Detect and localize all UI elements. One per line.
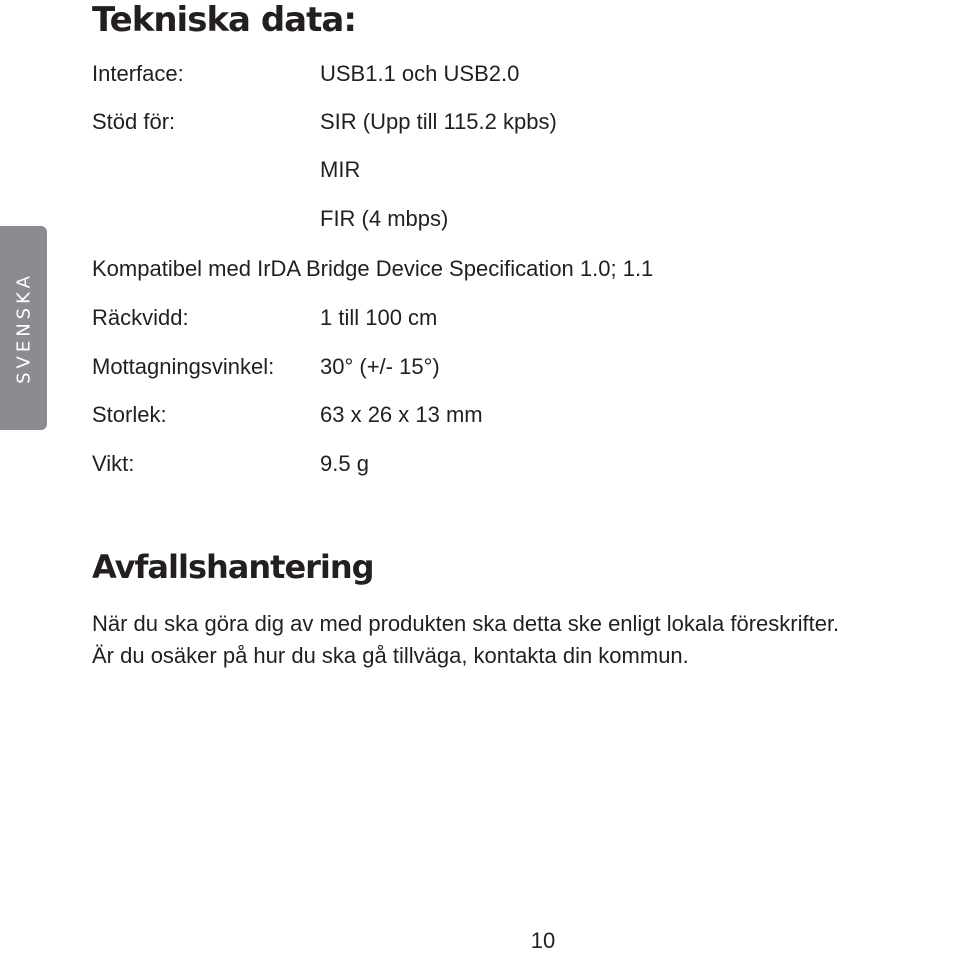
language-tab-label: SVENSKA — [13, 272, 34, 384]
waste-paragraph — [92, 608, 958, 672]
spec-label: Stöd för: — [92, 109, 176, 134]
spec-value: FIR (4 mbps) — [320, 206, 449, 231]
compatibility-line: Kompatibel med IrDA Bridge Device Specification 1.0; 1.1 — [92, 256, 654, 281]
spec-value: 63 x 26 x 13 mm — [320, 402, 483, 427]
waste-line: När du ska göra dig av med produkten ska detta ske enligt lokala föreskrifter. — [92, 611, 840, 636]
tech-data-heading: Tekniska data: — [92, 0, 356, 40]
page-number: 10 — [530, 928, 556, 953]
spec-label: Interface: — [92, 61, 184, 86]
spec-label: Mottagningsvinkel: — [92, 354, 275, 379]
spec-label: Vikt: — [92, 451, 135, 476]
spec-value: 30° (+/- 15°) — [320, 354, 440, 379]
spec-value: SIR (Upp till 115.2 kpbs) — [320, 109, 557, 134]
spec-value: 1 till 100 cm — [320, 305, 438, 330]
spec-value: MIR — [320, 157, 361, 182]
spec-label: Storlek: — [92, 402, 167, 427]
waste-heading: Avfallshantering — [92, 548, 374, 586]
spec-value: 9.5 g — [320, 451, 369, 476]
waste-line: Är du osäker på hur du ska gå tillväga, kontakta din kommun. — [92, 643, 689, 668]
spec-value: USB1.1 och USB2.0 — [320, 61, 520, 86]
language-tab — [0, 226, 47, 430]
spec-label: Räckvidd: — [92, 305, 189, 330]
